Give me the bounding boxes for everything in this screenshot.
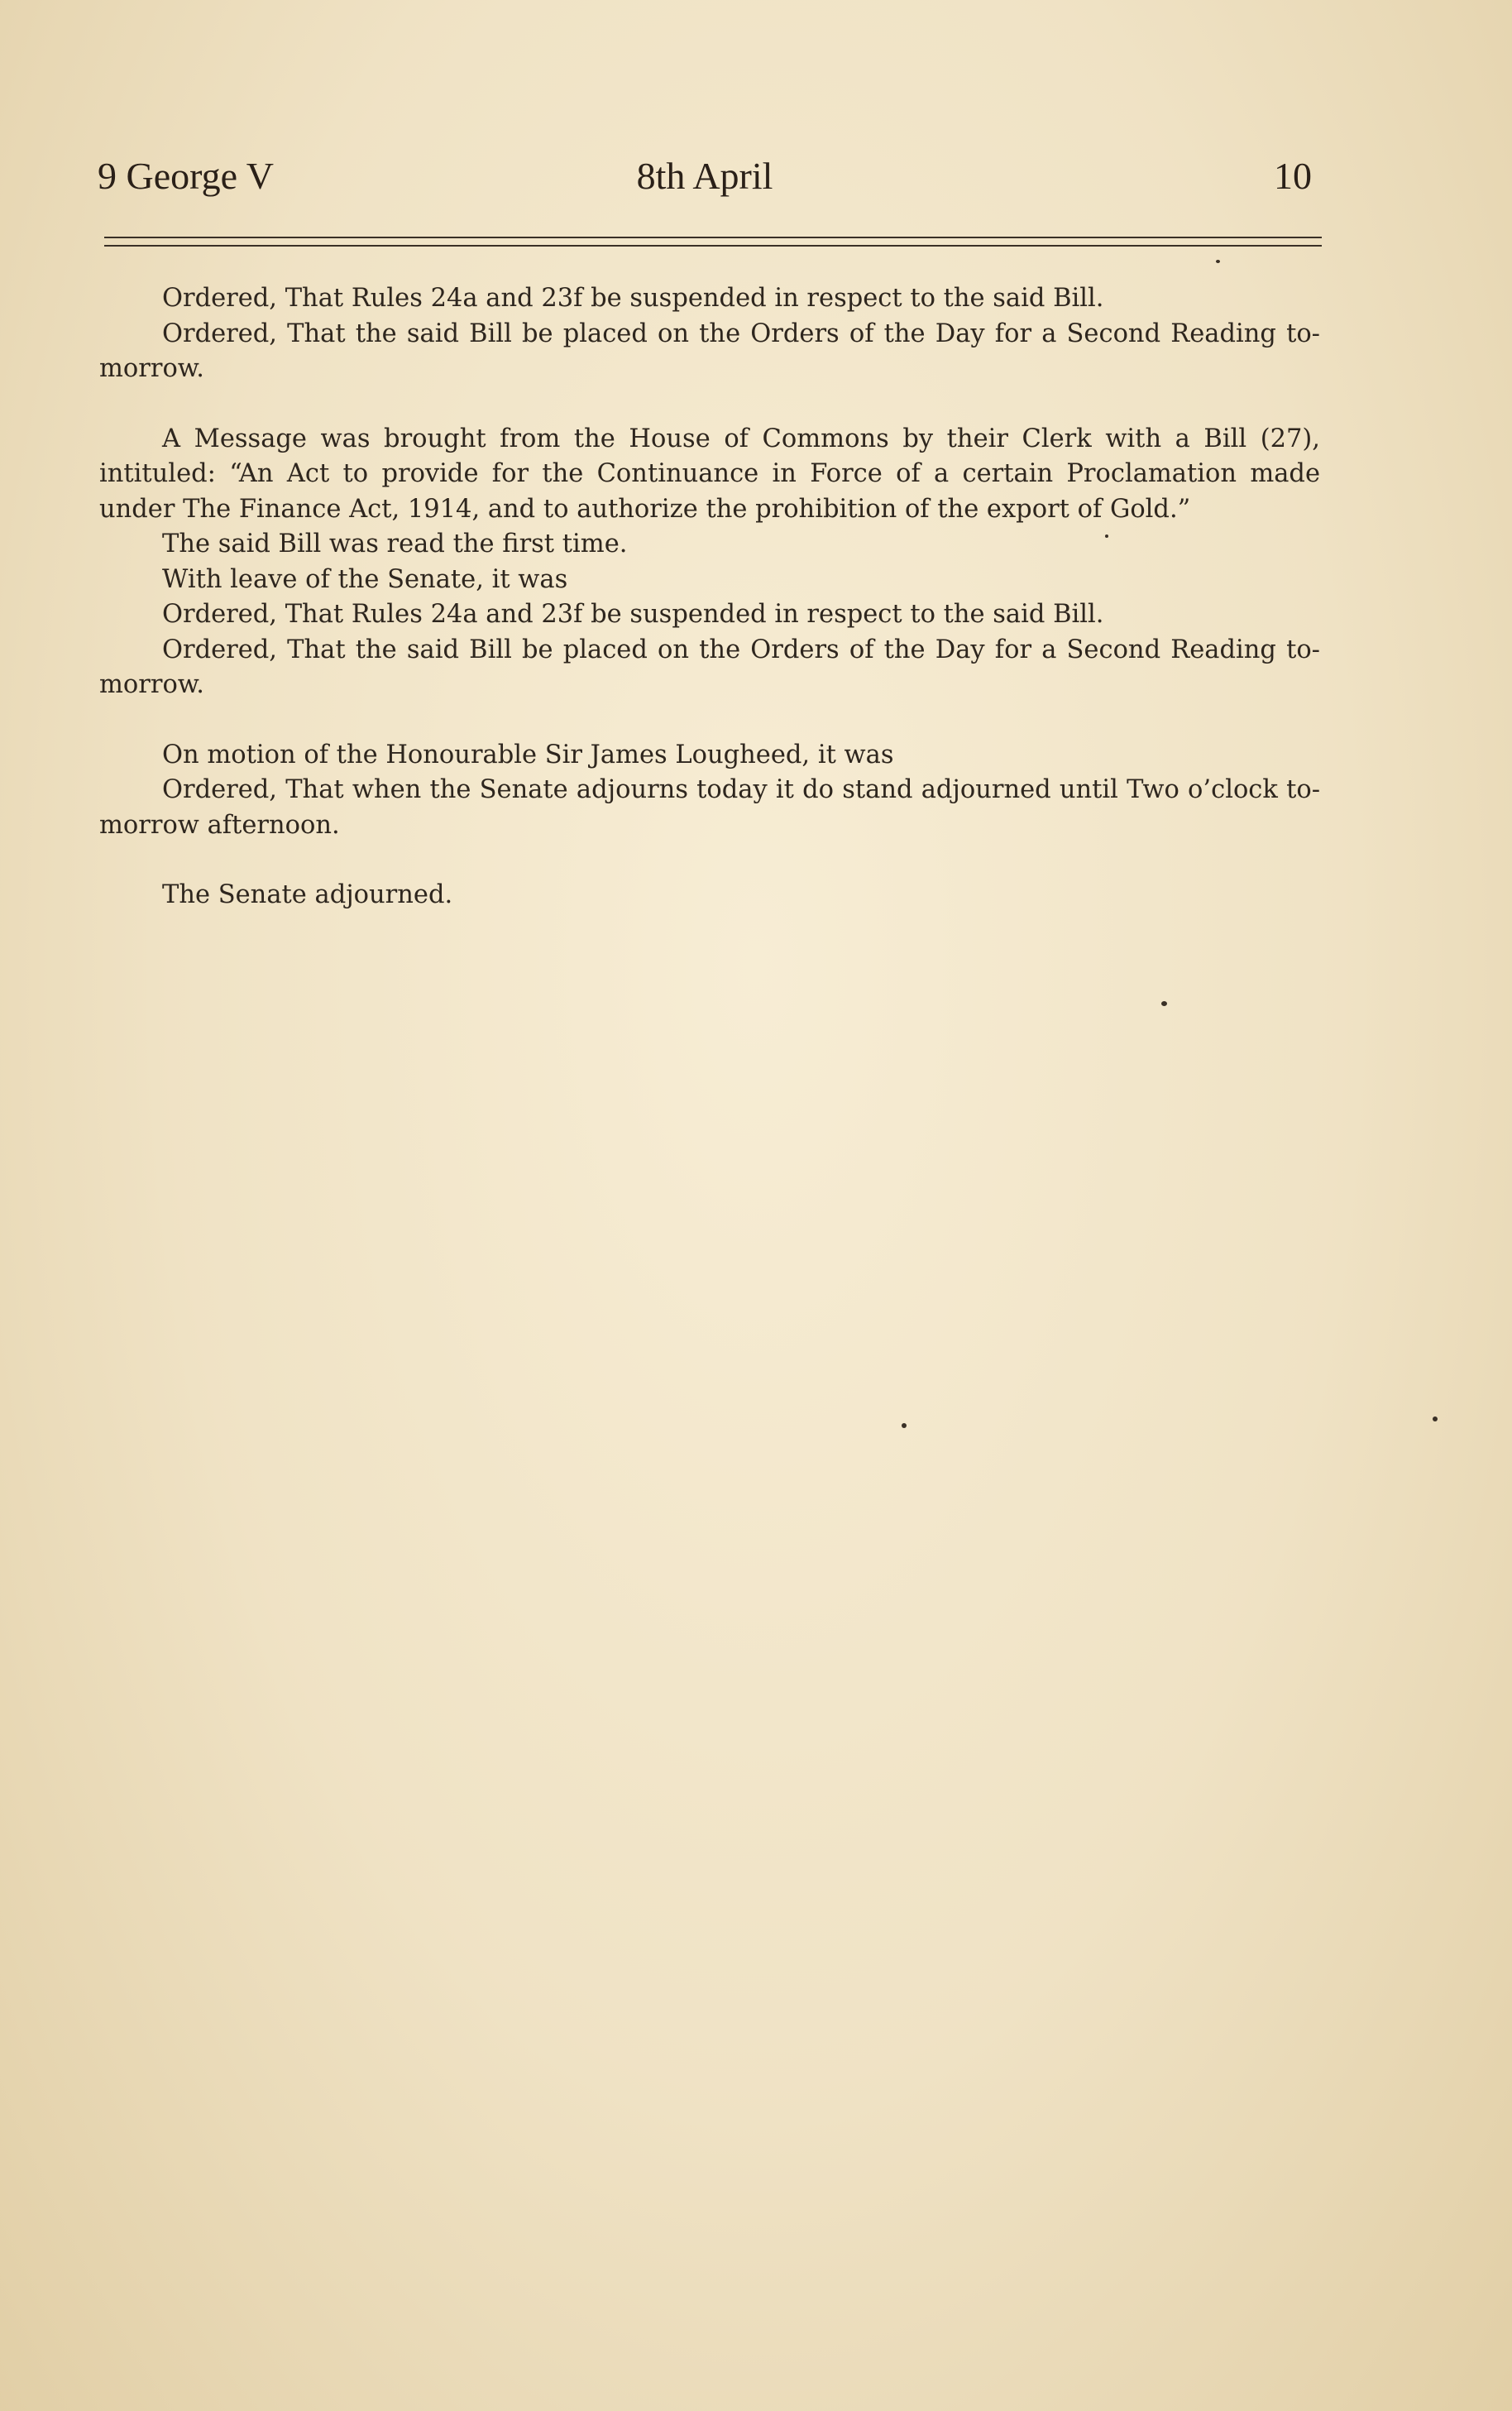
paragraph: The Senate adjourned. — [162, 880, 453, 909]
header-rule-bottom — [104, 245, 1322, 247]
header-rule-top — [104, 237, 1322, 238]
paragraph: Ordered, That the said Bill be placed on the Orders of the Day for a Second Reading to-morrow. — [99, 635, 1320, 699]
paper-speck — [1105, 534, 1108, 538]
paper-speck — [1161, 1001, 1167, 1006]
paper-speck — [1433, 1416, 1438, 1421]
page-header — [98, 154, 1312, 204]
paragraph-gap — [99, 387, 1320, 422]
paragraph: The said Bill was read the first time. — [162, 530, 628, 558]
header-regnal-year: 9 George V — [98, 155, 274, 197]
paragraph: On motion of the Honourable Sir James Lougheed, it was — [162, 740, 894, 769]
paragraph: Ordered, That Rules 24a and 23f be suspended in respect to the said Bill. — [162, 284, 1104, 313]
paper-speck — [1216, 260, 1220, 263]
paper-speck — [902, 1423, 907, 1428]
journal-body — [99, 281, 1320, 913]
paragraph-gap — [99, 703, 1320, 738]
page-number: 10 — [1274, 155, 1312, 197]
paragraph: Ordered, That when the Senate adjourns today it do stand adjourned until Two o’clock to-morrow afternoon. — [99, 775, 1320, 840]
paragraph: With leave of the Senate, it was — [162, 564, 568, 594]
header-date: 8th April — [636, 155, 773, 197]
paragraph: A Message was brought from the House of Commons by their Clerk with a Bill (27), intituled: “An Act to provide for the Continuance in Force of a certain Proclamation made under The Finance Act, 1914, and to authorize the prohibition of the export of Gold.” — [99, 424, 1320, 524]
paragraph: Ordered, That the said Bill be placed on the Orders of the Day for a Second Reading to-morrow. — [99, 319, 1320, 383]
paragraph-gap — [99, 843, 1320, 878]
paragraph: Ordered, That Rules 24a and 23f be suspended in respect to the said Bill. — [162, 600, 1104, 629]
